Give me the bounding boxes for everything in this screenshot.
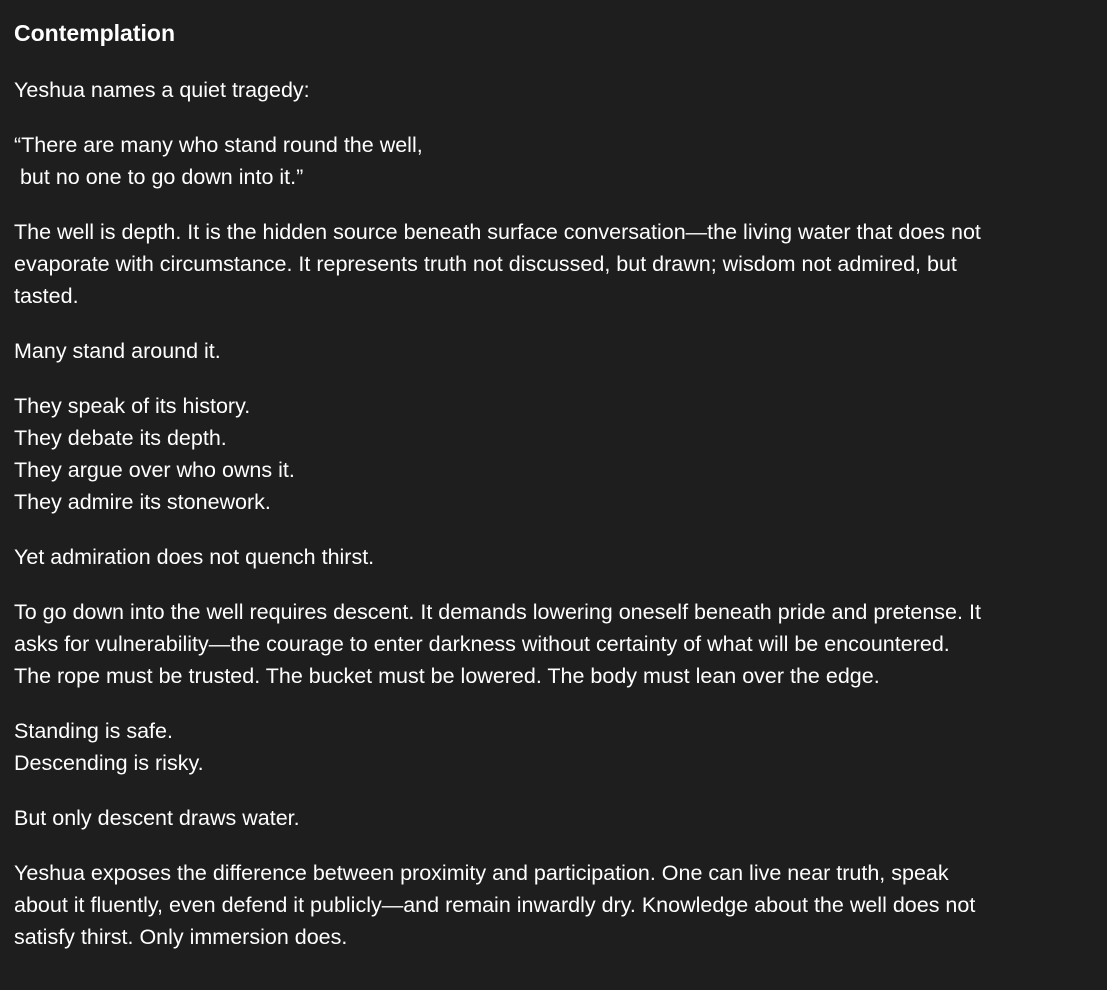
paragraph-line: To go down into the well requires descent. It demands lowering oneself beneath pride and pretense. It xyxy=(14,600,981,624)
paragraph-line: But only descent draws water. xyxy=(14,806,300,830)
paragraph-line: Yet admiration does not quench thirst. xyxy=(14,545,375,569)
paragraph-line: The rope must be trusted. The bucket must be lowered. The body must lean over the edge. xyxy=(14,664,880,688)
paragraph-line: Standing is safe. xyxy=(14,719,173,743)
paragraph xyxy=(14,541,1093,573)
paragraph-line: The well is depth. It is the hidden source beneath surface conversation—the living water that does not xyxy=(14,220,981,244)
paragraph-line: They argue over who owns it. xyxy=(14,458,295,482)
paragraph xyxy=(14,216,1093,312)
paragraph-line: about it fluently, even defend it publicly—and remain inwardly dry. Knowledge about the well does not xyxy=(14,893,976,917)
paragraph-line: They debate its depth. xyxy=(14,426,227,450)
paragraph xyxy=(14,74,1093,106)
paragraph-line: Yeshua names a quiet tragedy: xyxy=(14,78,310,102)
paragraph-line: evaporate with circumstance. It represents truth not discussed, but drawn; wisdom not admired, but xyxy=(14,252,957,276)
paragraph-line: Many stand around it. xyxy=(14,339,221,363)
paragraph xyxy=(14,335,1093,367)
paragraph xyxy=(14,390,1093,518)
paragraph-list xyxy=(14,74,1093,953)
paragraph-line: They admire its stonework. xyxy=(14,490,271,514)
section-heading: Contemplation xyxy=(14,20,175,46)
paragraph xyxy=(14,596,1093,692)
paragraph xyxy=(14,715,1093,779)
paragraph xyxy=(14,857,1093,953)
paragraph-line: Yeshua exposes the difference between proximity and participation. One can live near truth, speak xyxy=(14,861,949,885)
paragraph-line: They speak of its history. xyxy=(14,394,251,418)
paragraph-line: tasted. xyxy=(14,284,79,308)
paragraph-line: Descending is risky. xyxy=(14,751,204,775)
paragraph xyxy=(14,802,1093,834)
paragraph-line: but no one to go down into it.” xyxy=(14,165,304,189)
paragraph-line: “There are many who stand round the well, xyxy=(14,133,423,157)
paragraph xyxy=(14,129,1093,193)
paragraph-line: asks for vulnerability—the courage to enter darkness without certainty of what will be encountered. xyxy=(14,632,950,656)
paragraph-line: satisfy thirst. Only immersion does. xyxy=(14,925,348,949)
